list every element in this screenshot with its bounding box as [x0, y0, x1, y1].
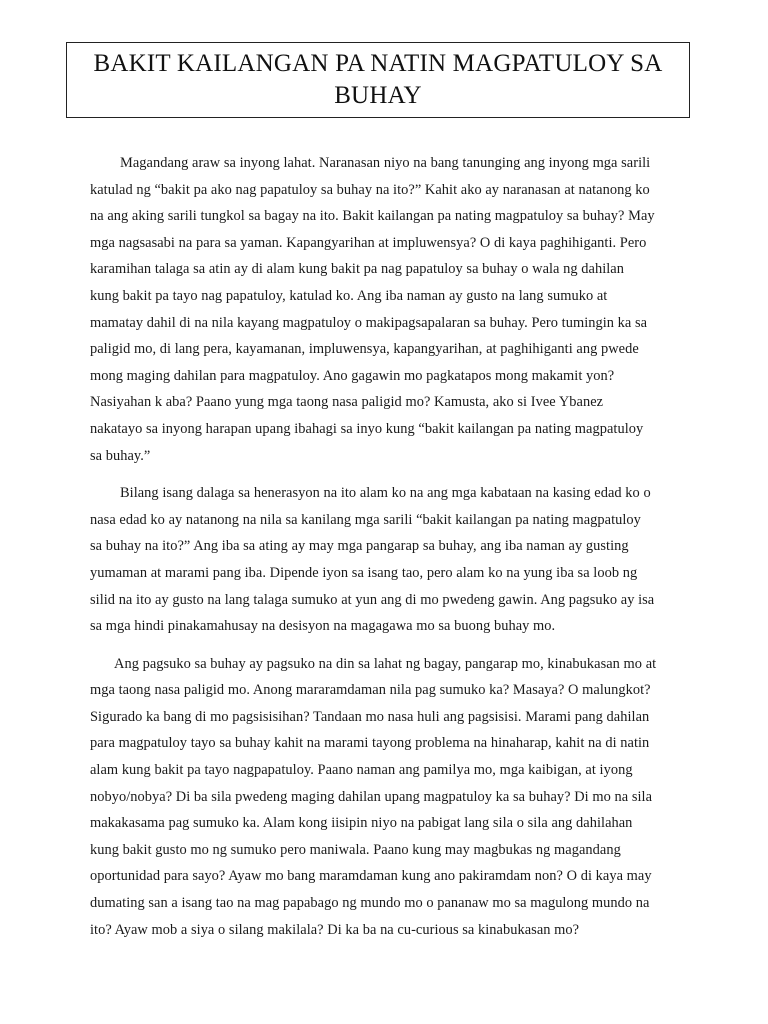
document-title-line-2: BUHAY — [334, 82, 422, 109]
text-line: nakatayo sa inyong harapan upang ibahagi sa inyo kung “bakit kailangan pa nating magpatuloy — [90, 420, 644, 437]
text-line: katulad ng “bakit pa ako nag papatuloy sa buhay na ito?” Kahit ako ay naranasan at natanong ko — [90, 181, 650, 198]
text-line: karamihan talaga sa atin ay di alam kung bakit pa nag papatuloy sa buhay o wala ng dahilan — [90, 261, 624, 278]
paragraph-1 — [90, 150, 690, 469]
text-line: kung bakit gusto mo ng sumuko pero maniwala. Paano kung may magbukas ng magandang — [90, 841, 621, 858]
text-line: ito? Ayaw mob a siya o silang makilala? Di ka ba na cu-curious sa kinabukasan mo? — [90, 921, 580, 938]
text-line: Ang pagsuko sa buhay ay pagsuko na din sa lahat ng bagay, pangarap mo, kinabukasan mo at — [114, 655, 657, 672]
text-line: na ang aking sarili tungkol sa bagay na ito. Bakit kailangan pa nating magpatuloy sa buhay? May — [90, 208, 655, 225]
text-line: Magandang araw sa inyong lahat. Naranasan niyo na bang tanunging ang inyong mga sarili — [120, 155, 651, 171]
text-line: Sigurado ka bang di mo pagsisisihan? Tandaan mo nasa huli ang pagsisisi. Marami pang dahilan — [90, 708, 650, 725]
text-line: mga nagsasabi na para sa yaman. Kapangyarihan at impluwensya? O di kaya paghihiganti. Pero — [90, 234, 647, 251]
document-body — [90, 150, 690, 943]
text-line: nasa edad ko ay natanong na nila sa kanilang mga sarili “bakit kailangan pa nating magpatuloy — [90, 511, 641, 528]
text-line: alam kung bakit pa tayo nagpapatuloy. Paano naman ang pamilya mo, mga kaibigan, at iyong — [90, 762, 633, 779]
paragraph-3 — [90, 651, 690, 944]
document-title-box — [66, 42, 690, 118]
text-line: mong maging dahilan para magpatuloy. Ano gagawin mo pagkatapos mong makamit yon? — [90, 367, 615, 384]
text-line: Bilang isang dalaga sa henerasyon na ito alam ko na ang mga kabataan na kasing edad ko o — [120, 485, 651, 502]
text-line: kung bakit pa tayo nag papatuloy, katulad ko. Ang iba naman ay gusto na lang sumuko at — [90, 287, 608, 304]
text-line: paligid mo, di lang pera, kayamanan, impluwensya, kapangyarihan, at paghihiganti ang pwede — [90, 341, 639, 358]
text-line: mga taong nasa paligid mo. Anong mararamdaman nila pag sumuko ka? Masaya? O malungkot? — [90, 682, 651, 699]
text-line: sa buhay.” — [90, 447, 151, 464]
text-line: dumating san a isang tao na mag papabago ng mundo mo o pananaw mo sa magulong mundo na — [90, 895, 650, 912]
text-line: para magpatuloy tayo sa buhay kahit na marami tayong problema na hinaharap, kahit na di natin — [90, 735, 650, 752]
text-line: sa buhay na ito?” Ang iba sa ating ay may mga pangarap sa buhay, ang iba naman ay gusting — [90, 538, 629, 555]
text-line: mamatay dahil di na nila kayang magpatuloy o makipagsapalaran sa buhay. Pero tumingin ka sa — [90, 314, 648, 331]
text-line: sa mga hindi pinakamahusay na desisyon na magagawa mo sa buong buhay mo. — [90, 618, 556, 635]
text-line: silid na ito ay gusto na lang talaga sumuko at yun ang di mo pwedeng gawin. Ang pagsuko ay isa — [90, 591, 655, 608]
text-line: oportunidad para sayo? Ayaw mo bang maramdaman kung ano pakiramdam non? O di kaya may — [90, 868, 652, 885]
paragraph-2 — [90, 480, 690, 640]
text-line: nobyo/nobya? Di ba sila pwedeng maging dahilan upang magpatuloy ka sa buhay? Di mo na sila — [90, 788, 653, 805]
text-line: makakasama pag sumuko ka. Alam kong iisipin niyo na pabigat lang sila o sila ang dahilahan — [90, 815, 633, 832]
text-line: yumaman at marami pang iba. Dipende iyon sa isang tao, pero alam ko na yung iba sa loob ng — [90, 564, 638, 581]
document-title-line-1: BAKIT KAILANGAN PA NATIN MAGPATULOY SA — [93, 50, 663, 77]
text-line: Nasiyahan k aba? Paano yung mga taong nasa paligid mo? Kamusta, ako si Ivee Ybanez — [90, 394, 604, 411]
